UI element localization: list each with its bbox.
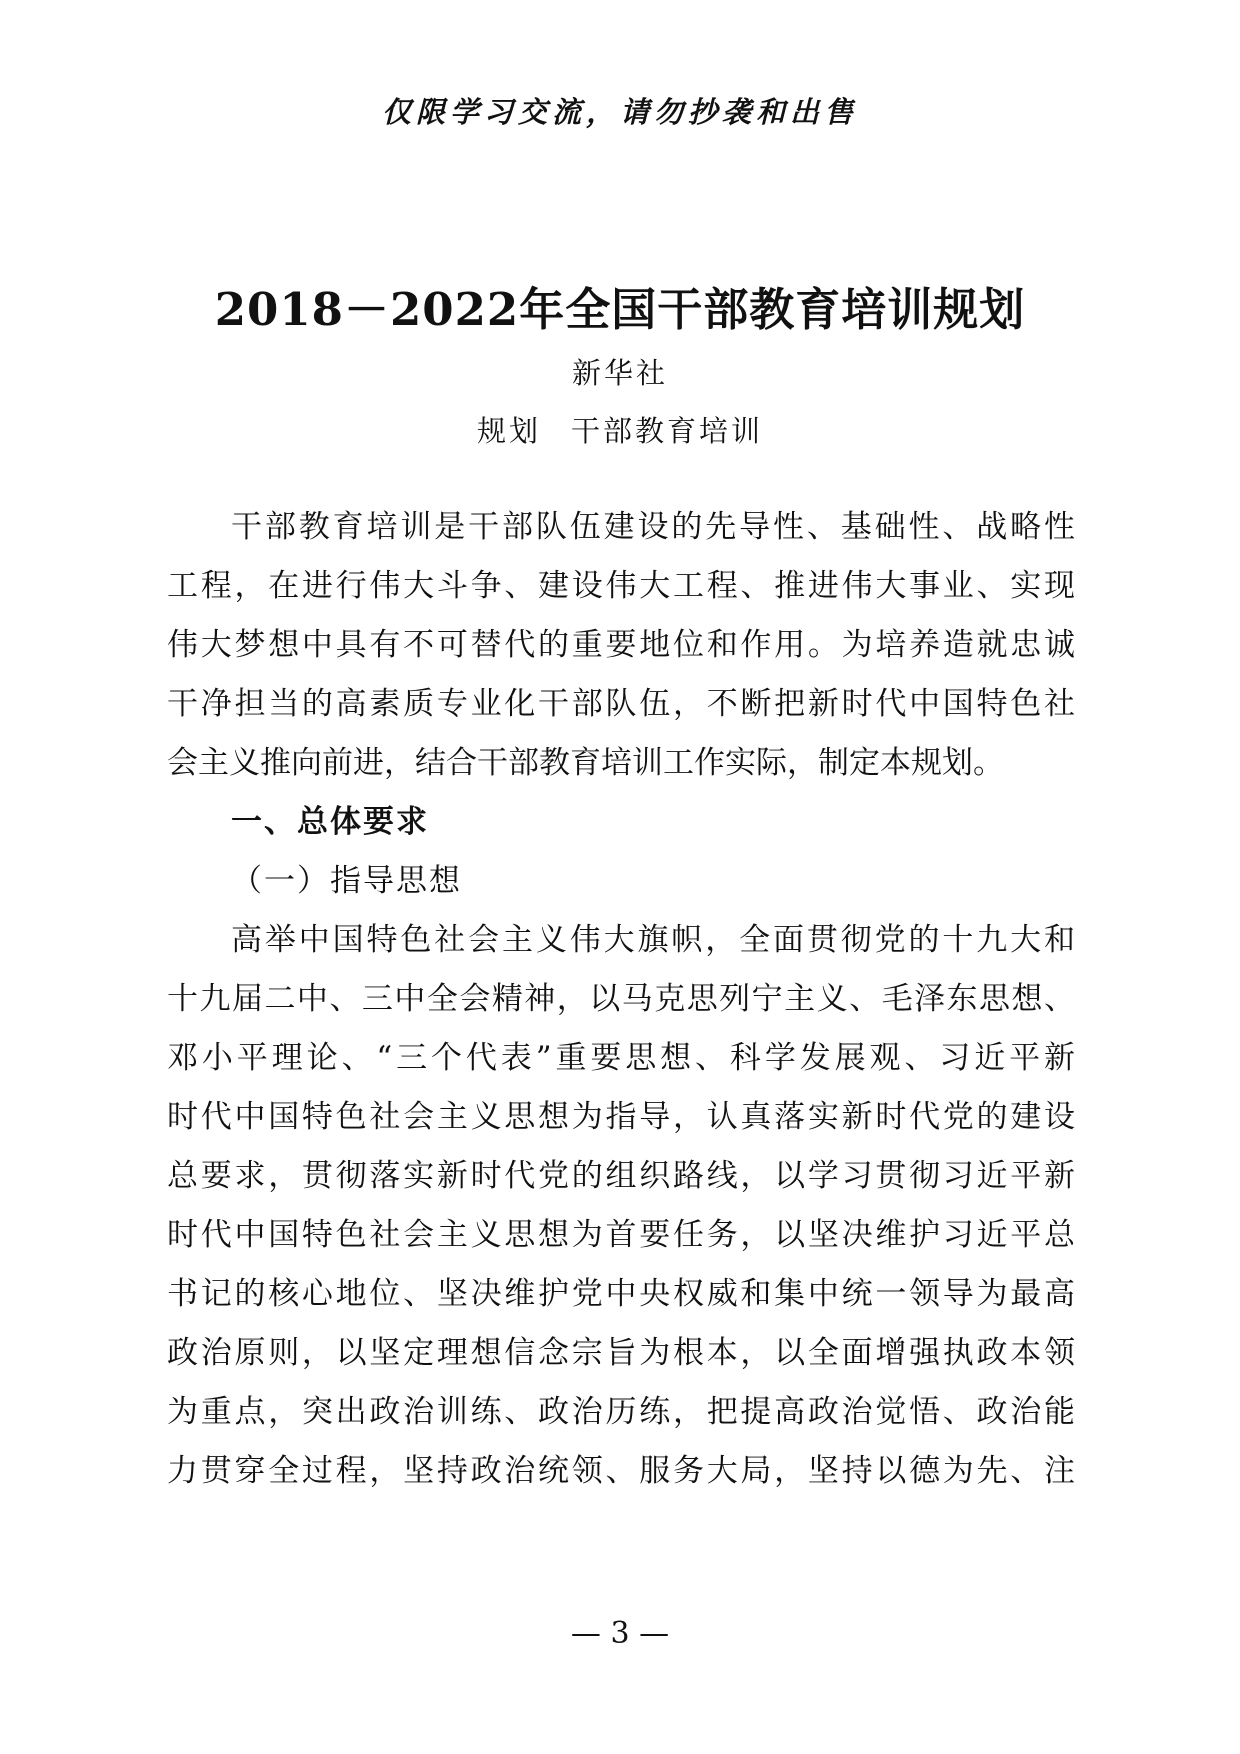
paragraph-line: 为重点，突出政治训练、政治历练，把提高政治觉悟、政治能: [167, 1394, 1075, 1430]
paragraph-line: 政治原则，以坚定理想信念宗旨为根本，以全面增强执政本领: [167, 1335, 1075, 1371]
paragraph-line: 总要求，贯彻落实新时代党的组织路线，以学习贯彻习近平新: [167, 1158, 1075, 1194]
watermark-header: 仅限学习交流，请勿抄袭和出售: [381, 95, 858, 129]
document-body: [167, 498, 1075, 1501]
paragraph-line: 工程，在进行伟大斗争、建设伟大工程、推进伟大事业、实现: [167, 568, 1075, 604]
keyword: 规划: [476, 414, 541, 448]
paragraph-line: 干部教育培训是干部队伍建设的先导性、基础性、战略性: [231, 509, 1075, 545]
subsection-heading: （一）指导思想: [231, 863, 462, 899]
paragraph-line: 时代中国特色社会主义思想为首要任务，以坚决维护习近平总: [167, 1217, 1075, 1253]
paragraph-line: 十九届二中、三中全会精神，以马克思列宁主义、毛泽东思想、: [167, 981, 1075, 1017]
paragraph-line: 会主义推向前进，结合干部教育培训工作实际，制定本规划。: [167, 745, 1004, 781]
keyword: 干部教育培训: [571, 414, 764, 448]
paragraph-line: 伟大梦想中具有不可替代的重要地位和作用。为培养造就忠诚: [167, 627, 1075, 663]
paragraph-line: 邓小平理论、“三个代表”重要思想、科学发展观、习近平新: [167, 1040, 1075, 1076]
paragraph-line: 力贯穿全过程，坚持政治统领、服务大局，坚持以德为先、注: [167, 1453, 1075, 1489]
document-source: 新华社: [571, 356, 668, 390]
paragraph-line: 时代中国特色社会主义思想为指导，认真落实新时代党的建设: [167, 1099, 1075, 1135]
paragraph-line: 干净担当的高素质专业化干部队伍，不断把新时代中国特色社: [167, 686, 1075, 722]
page-number: — 3 —: [570, 1616, 670, 1651]
document-title: 2018－2022年全国干部教育培训规划: [214, 283, 1026, 336]
paragraph-line: 高举中国特色社会主义伟大旗帜，全面贯彻党的十九大和: [231, 922, 1075, 958]
document-keywords: [0, 410, 1240, 452]
paragraph-line: 书记的核心地位、坚决维护党中央权威和集中统一领导为最高: [167, 1276, 1075, 1312]
section-heading: 一、总体要求: [231, 804, 429, 840]
